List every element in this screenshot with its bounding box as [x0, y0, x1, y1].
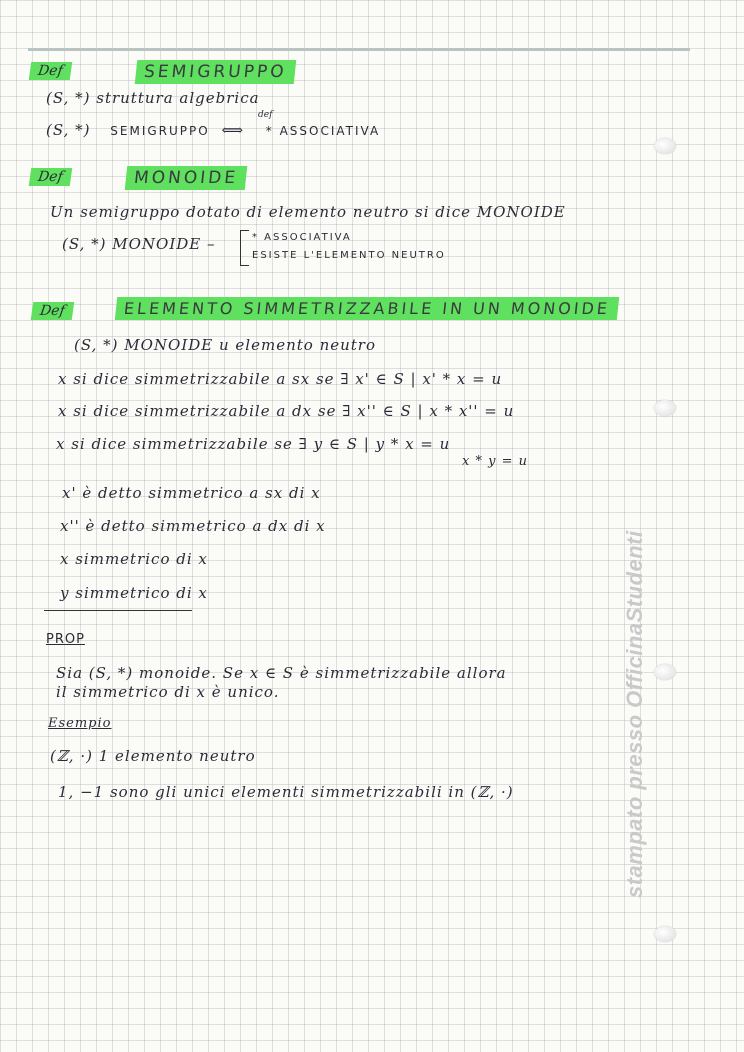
watermark: stampato presso OfficinaStudenti — [622, 530, 647, 898]
page-top-rule — [28, 48, 690, 51]
monoide-line2: (S, *) MONOIDE – — [62, 235, 216, 253]
esempio-heading: Esempio — [48, 716, 112, 731]
prop-line2: il simmetrico di x è unico. — [56, 683, 280, 701]
monoide-brace-item1: * ASSOCIATIVA — [252, 232, 352, 243]
brace — [240, 230, 249, 266]
simm-line4: x si dice simmetrizzabile se ∃ y ∈ S | y * x = u — [56, 435, 451, 453]
simm-line1: (S, *) MONOIDE u elemento neutro — [74, 336, 376, 354]
semigruppo-line2-post: * ASSOCIATIVA — [265, 124, 381, 138]
prop-heading: PROP — [46, 632, 85, 647]
semigruppo-line2 — [46, 121, 380, 139]
title-simmetrizzabile: ELEMENTO SIMMETRIZZABILE IN UN MONOIDE — [115, 297, 619, 320]
esempio-line1: (ℤ, ·) 1 elemento neutro — [50, 747, 256, 765]
binder-hole-4 — [654, 926, 676, 942]
def-mark: def — [258, 110, 273, 120]
simm-line3: x si dice simmetrizzabile a dx se ∃ x'' ∈ S | x * x'' = u — [58, 402, 515, 420]
def-tag-simmetrizzabile: Def — [31, 302, 74, 320]
semigruppo-line2-mid: SEMIGRUPPO — [110, 124, 210, 138]
monoide-line1: Un semigruppo dotato di elemento neutro si dice MONOIDE — [50, 203, 566, 221]
binder-hole-2 — [654, 400, 676, 416]
semigruppo-line2-arrow: ⟺ — [221, 121, 244, 139]
simm-line8: y simmetrico di x — [60, 584, 208, 602]
title-semigruppo: SEMIGRUPPO — [135, 60, 296, 84]
simm-line2: x si dice simmetrizzabile a sx se ∃ x' ∈ S | x' * x = u — [58, 370, 503, 388]
separator-rule — [44, 610, 192, 611]
simm-line4b: x * y = u — [462, 454, 528, 469]
binder-hole-3 — [654, 664, 676, 680]
simm-line6: x'' è detto simmetrico a dx di x — [60, 517, 326, 535]
monoide-brace-item2: ESISTE L'ELEMENTO NEUTRO — [252, 250, 446, 261]
title-monoide: MONOIDE — [125, 166, 248, 190]
prop-line1: Sia (S, *) monoide. Se x ∈ S è simmetrizzabile allora — [56, 664, 507, 682]
def-tag-monoide: Def — [29, 168, 72, 186]
binder-hole-1 — [654, 138, 676, 154]
simm-line5: x' è detto simmetrico a sx di x — [62, 484, 321, 502]
simm-line7: x simmetrico di x — [60, 550, 208, 568]
semigruppo-line1: (S, *) struttura algebrica — [46, 89, 260, 107]
esempio-line2: 1, −1 sono gli unici elementi simmetrizzabili in (ℤ, ·) — [58, 783, 514, 801]
semigruppo-line2-pre: (S, *) — [46, 121, 91, 139]
def-tag-semigruppo: Def — [29, 62, 72, 80]
